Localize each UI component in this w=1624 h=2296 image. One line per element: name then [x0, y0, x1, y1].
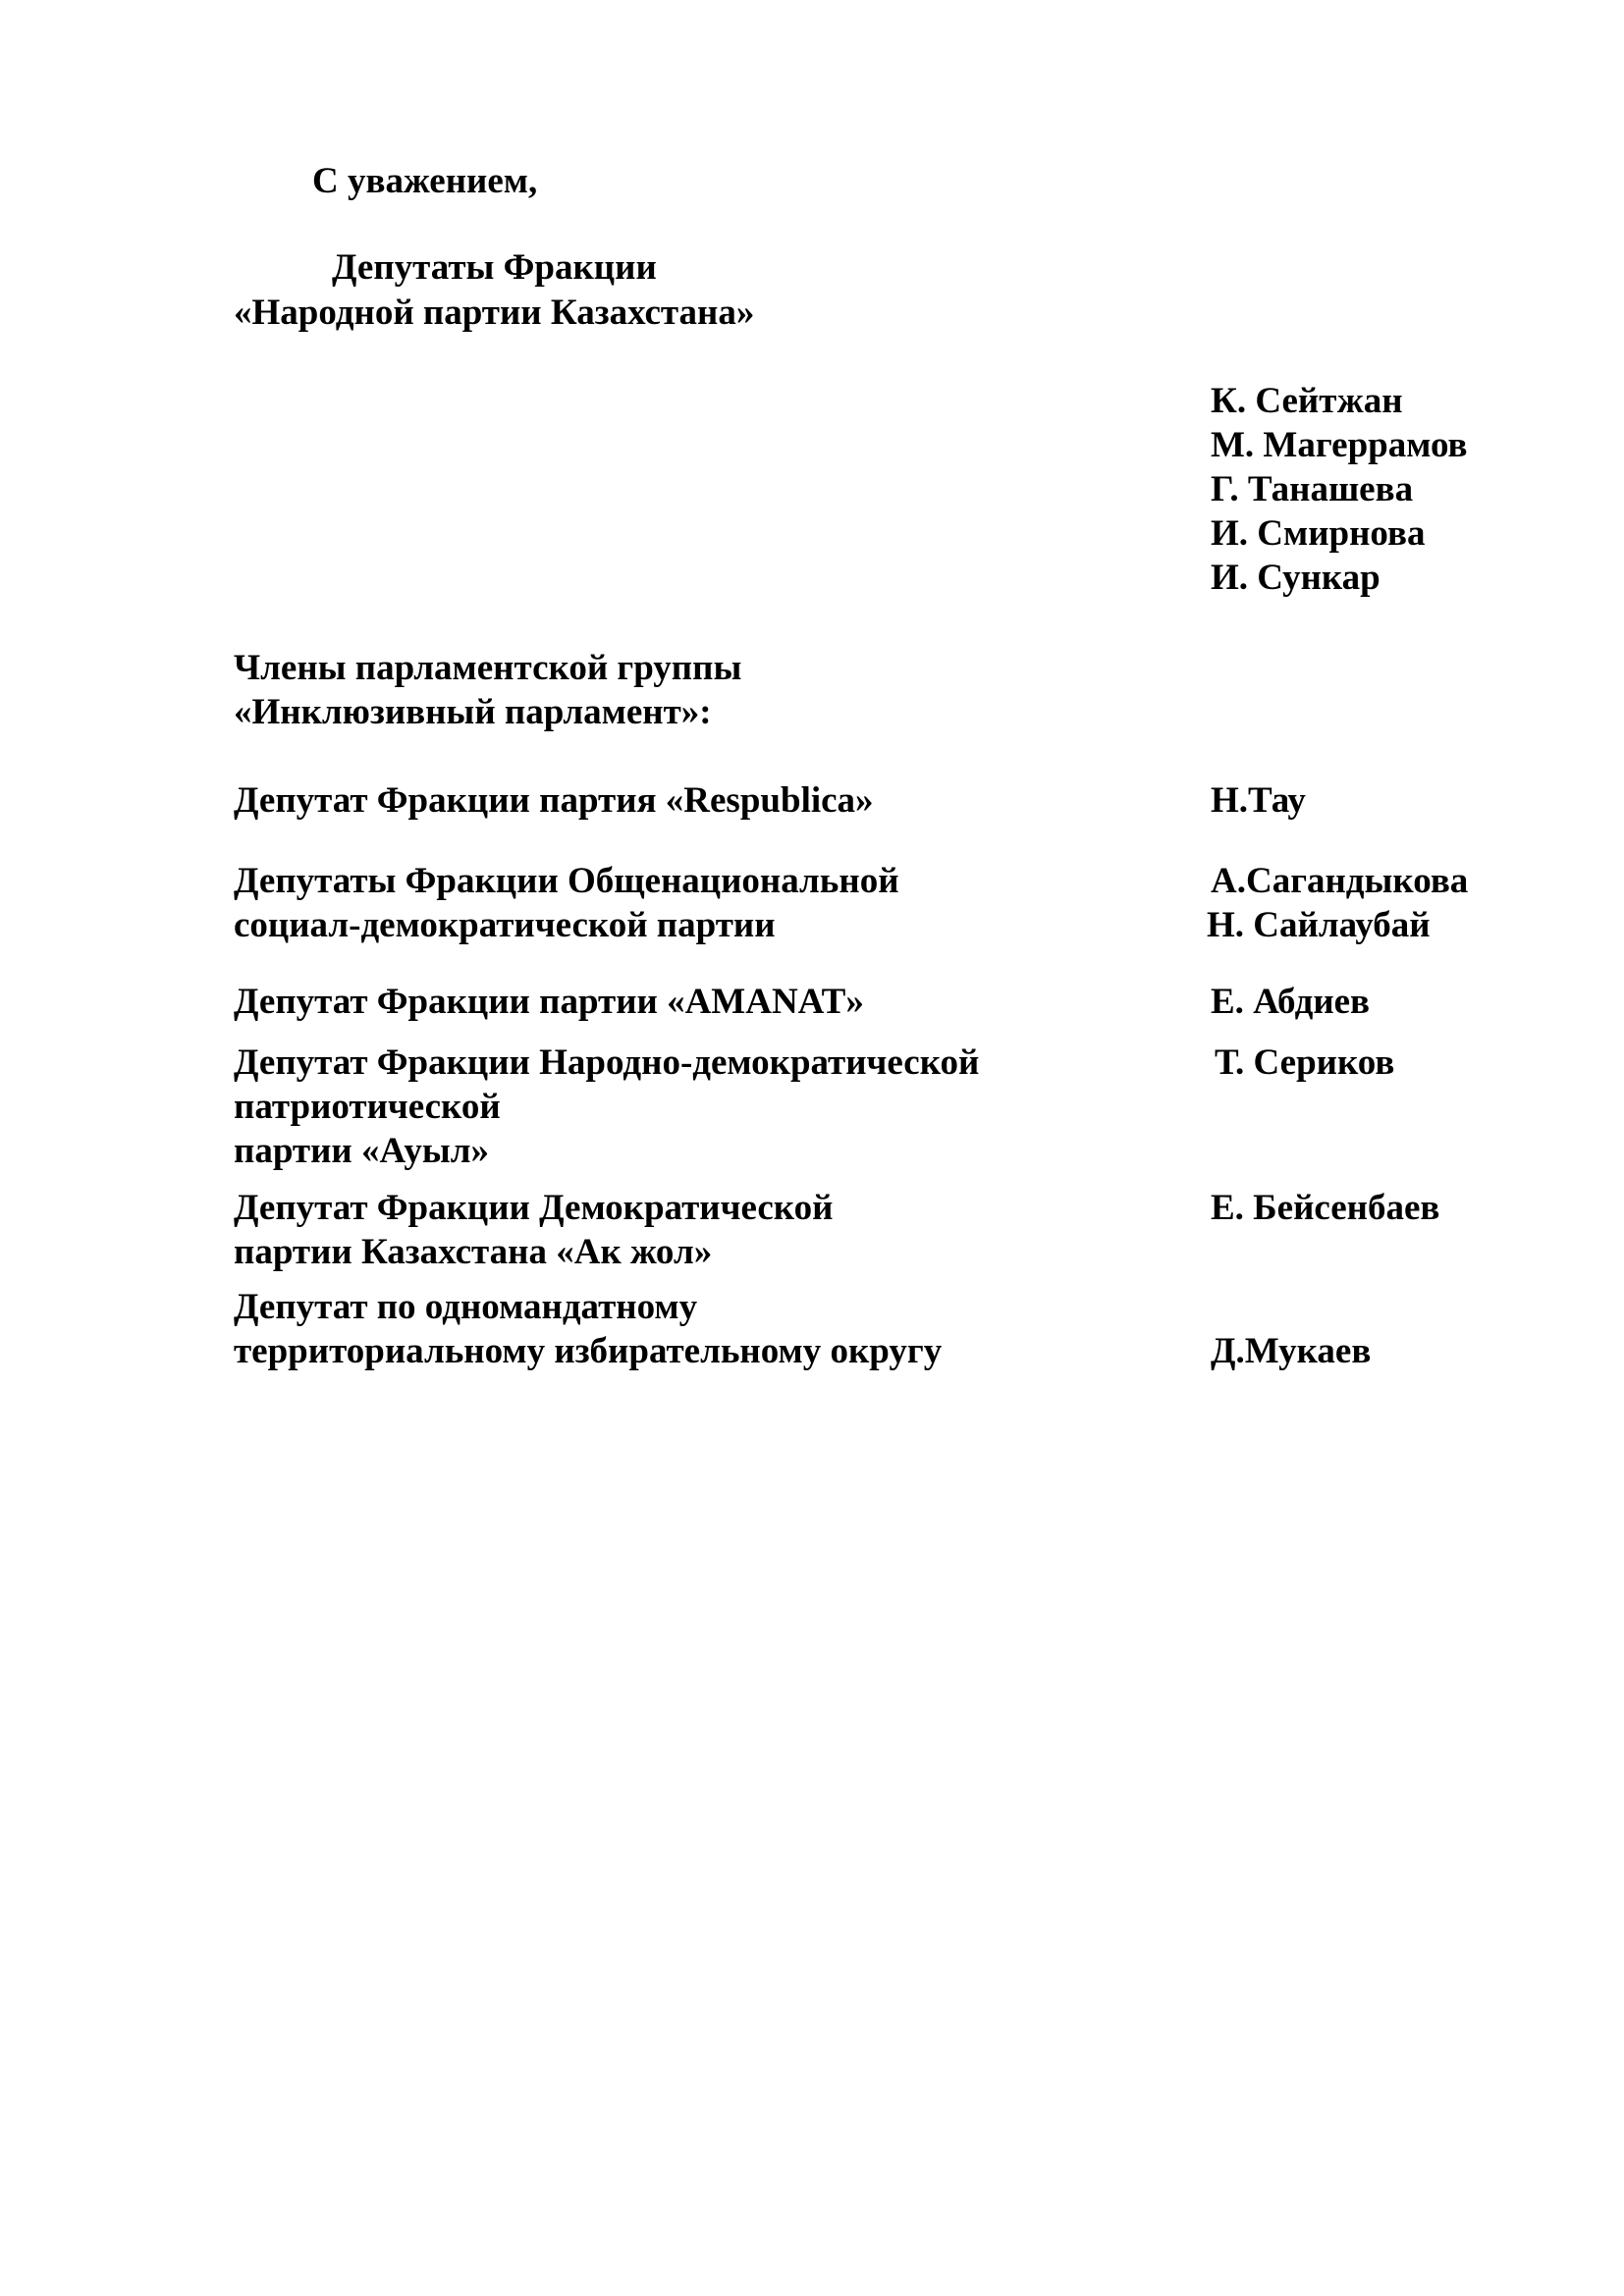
- member-role-line: Депутат Фракции Народно-демократической: [234, 1042, 980, 1083]
- member-names: [1211, 1186, 1439, 1230]
- member-name: Т. Сериков: [1215, 1042, 1395, 1083]
- group-heading: [234, 646, 741, 734]
- member-role-line: Депутат Фракции Демократической: [234, 1188, 834, 1228]
- member-role-line: Депутат Фракции партии «AMANAT»: [234, 982, 864, 1022]
- member-name: Е. Абдиев: [1211, 982, 1371, 1022]
- member-role: [234, 778, 874, 823]
- member-role: [234, 980, 864, 1024]
- faction-title: Депутаты Фракции: [332, 247, 657, 288]
- member-role: [234, 1285, 942, 1373]
- member-role: [234, 859, 899, 947]
- member-role: [234, 1041, 979, 1173]
- group-heading-line: Члены парламентской группы: [234, 648, 742, 688]
- member-name: Д.Мукаев: [1211, 1331, 1372, 1371]
- member-name: Е. Бейсенбаев: [1211, 1188, 1440, 1228]
- signatory-name: И. Смирнова: [1211, 513, 1426, 554]
- member-role: [234, 1186, 833, 1274]
- signatory-name: Г. Танашева: [1211, 469, 1414, 509]
- member-role-line: Депутат Фракции партия «Respublica»: [234, 780, 874, 821]
- member-names: [1207, 859, 1469, 947]
- member-role-line: территориальному избирательному округу: [234, 1331, 943, 1371]
- faction-signatories: [1211, 379, 1468, 600]
- member-name: А.Сагандыкова: [1211, 861, 1469, 901]
- member-role-line: партии Казахстана «Ак жол»: [234, 1232, 713, 1272]
- member-names: [1211, 778, 1306, 823]
- signatory-name: И. Сункар: [1211, 558, 1380, 598]
- member-name: Н. Сайлаубай: [1207, 905, 1431, 945]
- member-names: [1215, 1041, 1394, 1085]
- signatory-name: К. Сейтжан: [1211, 381, 1403, 421]
- member-name: Н.Тау: [1211, 780, 1306, 821]
- closing-greeting: С уважением,: [312, 161, 538, 201]
- member-role-line: социал-демократической партии: [234, 905, 776, 945]
- member-names: [1211, 1329, 1371, 1373]
- member-role-line: Депутат по одномандатному: [234, 1287, 698, 1327]
- signatory-name: М. Магеррамов: [1211, 425, 1468, 465]
- member-names: [1211, 980, 1370, 1024]
- member-role-line: партии «Ауыл»: [234, 1131, 489, 1171]
- member-role-line: Депутаты Фракции Общенациональной: [234, 861, 899, 901]
- faction-name: «Народной партии Казахстана»: [234, 293, 755, 333]
- group-heading-line: «Инклюзивный парламент»:: [234, 692, 712, 732]
- member-role-line: патриотической: [234, 1087, 501, 1127]
